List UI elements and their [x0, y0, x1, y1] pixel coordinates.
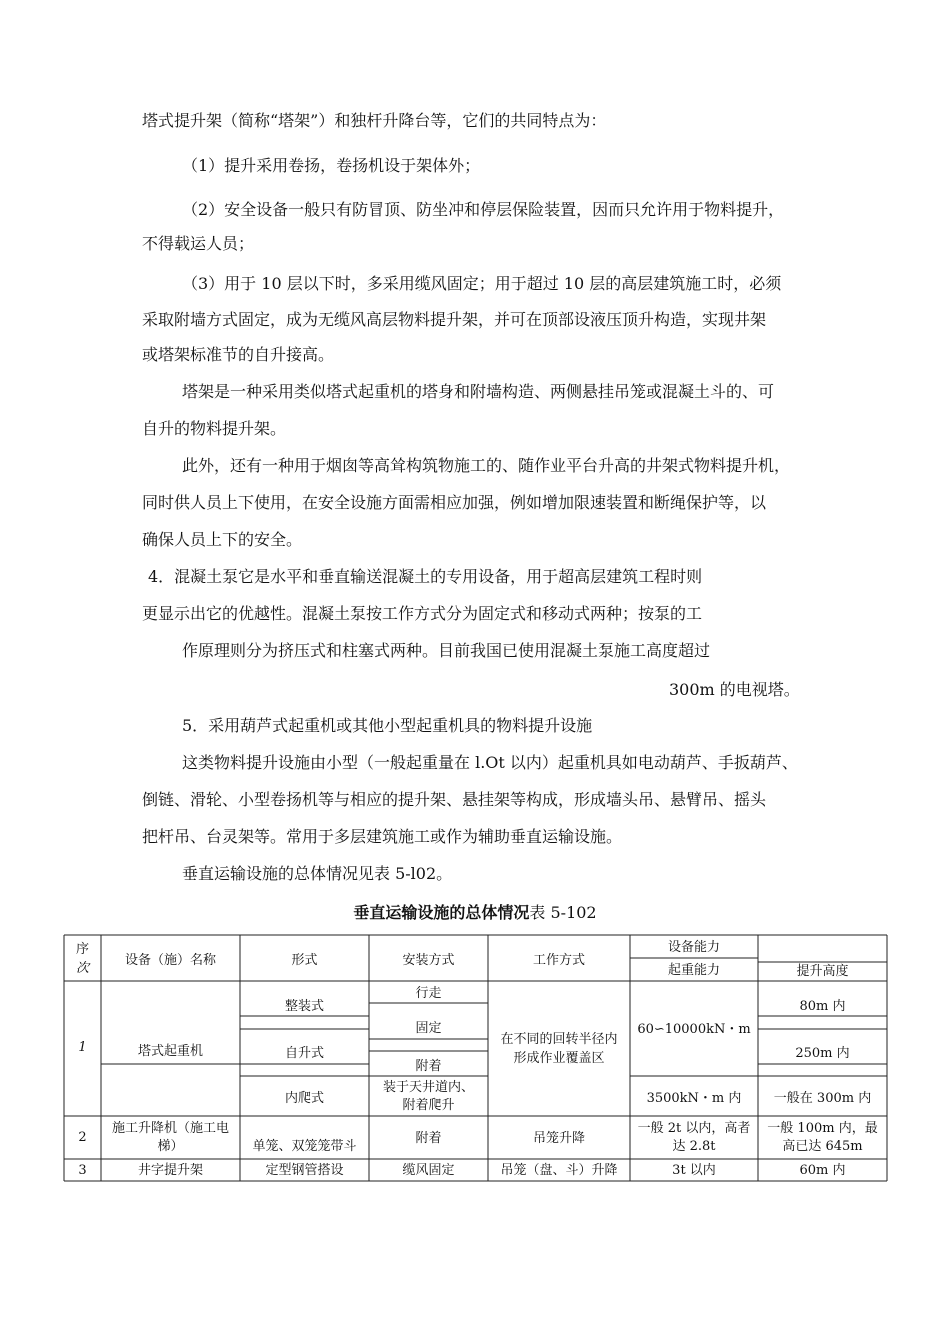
table-title: [0, 902, 950, 924]
paragraph-line: （3）用于 10 层以下时，多采用缆风固定；用于超过 10 层的高层建筑施工时，必须: [182, 274, 782, 293]
table-title-bold: 垂直运输设施的总体情况: [353, 903, 530, 922]
paragraph-line: 5．采用葫芦式起重机或其他小型起重机具的物料提升设施: [182, 716, 593, 735]
row1-name: 塔式起重机: [137, 1044, 203, 1059]
row1-height-b: 250m 内: [795, 1046, 850, 1061]
row3-form: 定型钢管搭设: [265, 1163, 344, 1178]
paragraph-line: 300m 的电视塔。: [669, 680, 800, 699]
header-lift-capacity: 起重能力: [667, 963, 720, 978]
paragraph-line: 更显示出它的优越性。混凝土泵按工作方式分为固定式和移动式两种；按泵的工: [142, 604, 703, 623]
row3-height: 60m 内: [799, 1163, 846, 1178]
paragraph-line: 塔架是一种采用类似塔式起重机的塔身和附墙构造、两侧悬挂吊笼或混凝土斗的、可: [182, 382, 775, 401]
row1-work-line1: 在不同的回转半径内: [500, 1032, 618, 1047]
paragraph-line: 确保人员上下的安全。: [142, 530, 303, 549]
header-index-second: 次: [75, 961, 89, 976]
row1-height-c: 一般在 300m 内: [773, 1091, 872, 1106]
header-install: 安装方式: [402, 953, 455, 968]
row3-capacity: 3t 以内: [672, 1163, 716, 1178]
row1-install-b: 固定: [415, 1021, 442, 1036]
row1-capacity-a: 60∽10000kN・m: [637, 1022, 751, 1037]
row3-index: 3: [78, 1163, 87, 1178]
row2-capacity-line2: 达 2.8t: [672, 1139, 716, 1154]
row1-index: 1: [78, 1040, 87, 1055]
row3-work: 吊笼（盘、斗）升降: [500, 1163, 618, 1178]
row2-height-line2: 高已达 645m: [782, 1139, 863, 1154]
row2-install: 附着: [415, 1131, 442, 1146]
paragraph-line: 塔式提升架（简称“塔架”）和独杆升降台等，它们的共同特点为：: [142, 111, 607, 130]
paragraph-line: 或塔架标准节的自升接高。: [142, 345, 335, 364]
paragraph-line: 采取附墙方式固定，成为无缆风高层物料提升架，并可在顶部设液压顶升构造，实现井架: [142, 310, 767, 329]
row2-height-line1: 一般 100m 内，最: [767, 1121, 878, 1136]
row1-form-c: 内爬式: [284, 1091, 324, 1106]
row2-capacity-line1: 一般 2t 以内，高者: [637, 1121, 751, 1136]
paragraph-line: 这类物料提升设施由小型（一般起重量在 l.Ot 以内）起重机具如电动葫芦、手扳葫芦、: [182, 753, 798, 772]
row3-install: 缆风固定: [402, 1163, 455, 1178]
paragraph-line: 倒链、滑轮、小型卷扬机等与相应的提升架、悬挂架等构成，形成墙头吊、悬臂吊、摇头: [142, 790, 767, 809]
paragraph-line: 同时供人员上下使用，在安全设施方面需相应加强，例如增加限速装置和断绳保护等，以: [142, 493, 767, 512]
row1-height-a: 80m 内: [799, 999, 846, 1014]
paragraph-line: 此外，还有一种用于烟囱等高耸构筑物施工的、随作业平台升高的井架式物料提升机，: [182, 456, 791, 475]
header-work: 工作方式: [532, 953, 585, 968]
row1-install-d-line2: 附着爬升: [402, 1098, 455, 1113]
row3-name: 井字提升架: [137, 1163, 203, 1178]
header-lift-height: 提升高度: [796, 964, 849, 979]
row1-install-a: 行走: [415, 986, 442, 1001]
row2-name-line1: 施工升降机（施工电: [111, 1121, 229, 1136]
row1-form-b: 自升式: [284, 1046, 324, 1061]
row2-form: 单笼、双笼笼带斗: [252, 1139, 357, 1154]
row2-work: 吊笼升降: [532, 1131, 585, 1146]
paragraph-line: 垂直运输设施的总体情况见表 5-l02。: [182, 864, 453, 883]
row1-work-line2: 形成作业覆盖区: [513, 1051, 605, 1066]
row1-install-c: 附着: [415, 1059, 442, 1074]
paragraph-line: 作原理则分为挤压式和柱塞式两种。目前我国已使用混凝土泵施工高度超过: [182, 641, 711, 660]
row2-index: 2: [78, 1130, 87, 1145]
paragraph-line: 自升的物料提升架。: [142, 419, 287, 438]
header-capacity: 设备能力: [667, 940, 720, 955]
header-form: 形式: [291, 953, 318, 968]
header-name: 设备（施）名称: [124, 953, 216, 968]
paragraph-line: 不得载运人员；: [142, 234, 255, 253]
row2-name-line2: 梯）: [157, 1139, 184, 1154]
row1-install-d-line1: 装于天井道内、: [382, 1080, 474, 1095]
paragraph-line: （2）安全设备一般只有防冒顶、防坐冲和停层保险装置，因而只允许用于物料提升，: [182, 200, 785, 219]
paragraph-line: （1）提升采用卷扬，卷扬机设于架体外；: [182, 156, 481, 175]
paragraph-line: 把杆吊、台灵架等。常用于多层建筑施工或作为辅助垂直运输设施。: [142, 827, 623, 846]
row1-form-a: 整装式: [284, 999, 324, 1014]
table-title-suffix: 表 5-102: [529, 903, 597, 922]
row1-capacity-b: 3500kN・m 内: [646, 1091, 742, 1106]
paragraph-line: 4．混凝土泵它是水平和垂直输送混凝土的专用设备，用于超高层建筑工程时则: [148, 567, 703, 586]
header-index: 序: [75, 942, 89, 957]
